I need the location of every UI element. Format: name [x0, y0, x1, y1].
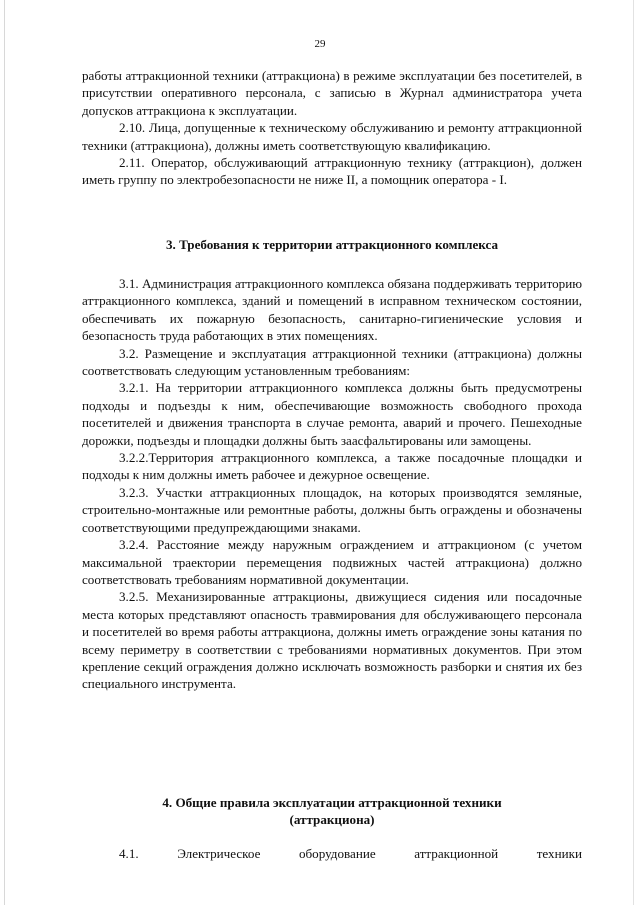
scan-edge-left: [4, 0, 5, 905]
paragraph-2-10: 2.10. Лица, допущенные к техническому обслуживанию и ремонту аттракционной техники (аттракциона), должны иметь соответствующую квалификацию.: [82, 120, 582, 153]
intro-block: [82, 67, 582, 189]
section-4-heading-line-1: 4. Общие правила эксплуатации аттракционной техники: [162, 795, 502, 810]
section-3-heading-wrap: [82, 236, 582, 253]
paragraph-3-2-1: 3.2.1. На территории аттракционного комплекса должны быть предусмотрены подходы и подъезды к ним, обеспечивающие возможность свободного прохода посетителей и движения транспорта в случае ремонта, аварий и прочего. Пешеходные дорожки, подъезды и площадки должны быть заасфальтированы или замощены.: [82, 380, 582, 448]
section-3-body: [82, 275, 582, 693]
paragraph-3-2-2: 3.2.2.Территория аттракционного комплекса, а также посадочные площадки и подходы к ним должны иметь рабочее и дежурное освещение.: [82, 450, 582, 483]
section-4-heading-wrap: [82, 794, 582, 829]
paragraph-3-2-4: 3.2.4. Расстояние между наружным ограждением и аттракционом (с учетом максимальной траектории перемещения подвижных частей аттракциона) должно соответствовать требованиям нормативной документации.: [82, 537, 582, 587]
section-4-body: [82, 845, 582, 862]
paragraph-4-1: 4.1. Электрическое оборудование аттракционной техники: [119, 846, 582, 861]
paragraph-3-2-3: 3.2.3. Участки аттракционных площадок, на которых производятся земляные, строительно-монтажные или ремонтные работы, должны быть ограждены и обозначены соответствующими предупреждающими знаками.: [82, 484, 582, 535]
section-4-heading-line-2: (аттракциона): [289, 812, 375, 828]
paragraph-2-11: 2.11. Оператор, обслуживающий аттракционную технику (аттракцион), должен иметь группу по электробезопасности не ниже II, а помощник оператора - I.: [82, 155, 582, 188]
paragraph-3-1: 3.1. Администрация аттракционного комплекса обязана поддерживать территорию аттракционного комплекса, зданий и помещений в исправном техническом состоянии, обеспечивать их пожарную безопасность, санитарно-гигиенические условия и безопасность труда работающих в этих помещениях.: [82, 276, 582, 344]
paragraph-continued: работы аттракционной техники (аттракциона) в режиме эксплуатации без посетителей, в присутствии оперативного персонала, с записью в Журнал администратора учета допусков аттракциона к эксплуатации.: [82, 68, 582, 118]
section-3-heading: 3. Требования к территории аттракционного комплекса: [165, 237, 499, 252]
scan-edge-right: [633, 0, 634, 905]
page-number: 29: [314, 38, 326, 50]
paragraph-3-2-5: 3.2.5. Механизированные аттракционы, движущиеся сидения или посадочные места которых представляют опасность травмирования для обслуживающего персонала и посетителей во время работы аттракциона, должны иметь ограждение зоны катания по всему периметру в соответствии с требованиями нормативных документов. При этом крепление секций ограждения должно исключать возможность разборки и снятия их без специального инструмента.: [82, 589, 582, 692]
paragraph-3-2: 3.2. Размещение и эксплуатация аттракционной техники (аттракциона) должны соответствовать следующим установленным требованиям:: [82, 345, 582, 379]
